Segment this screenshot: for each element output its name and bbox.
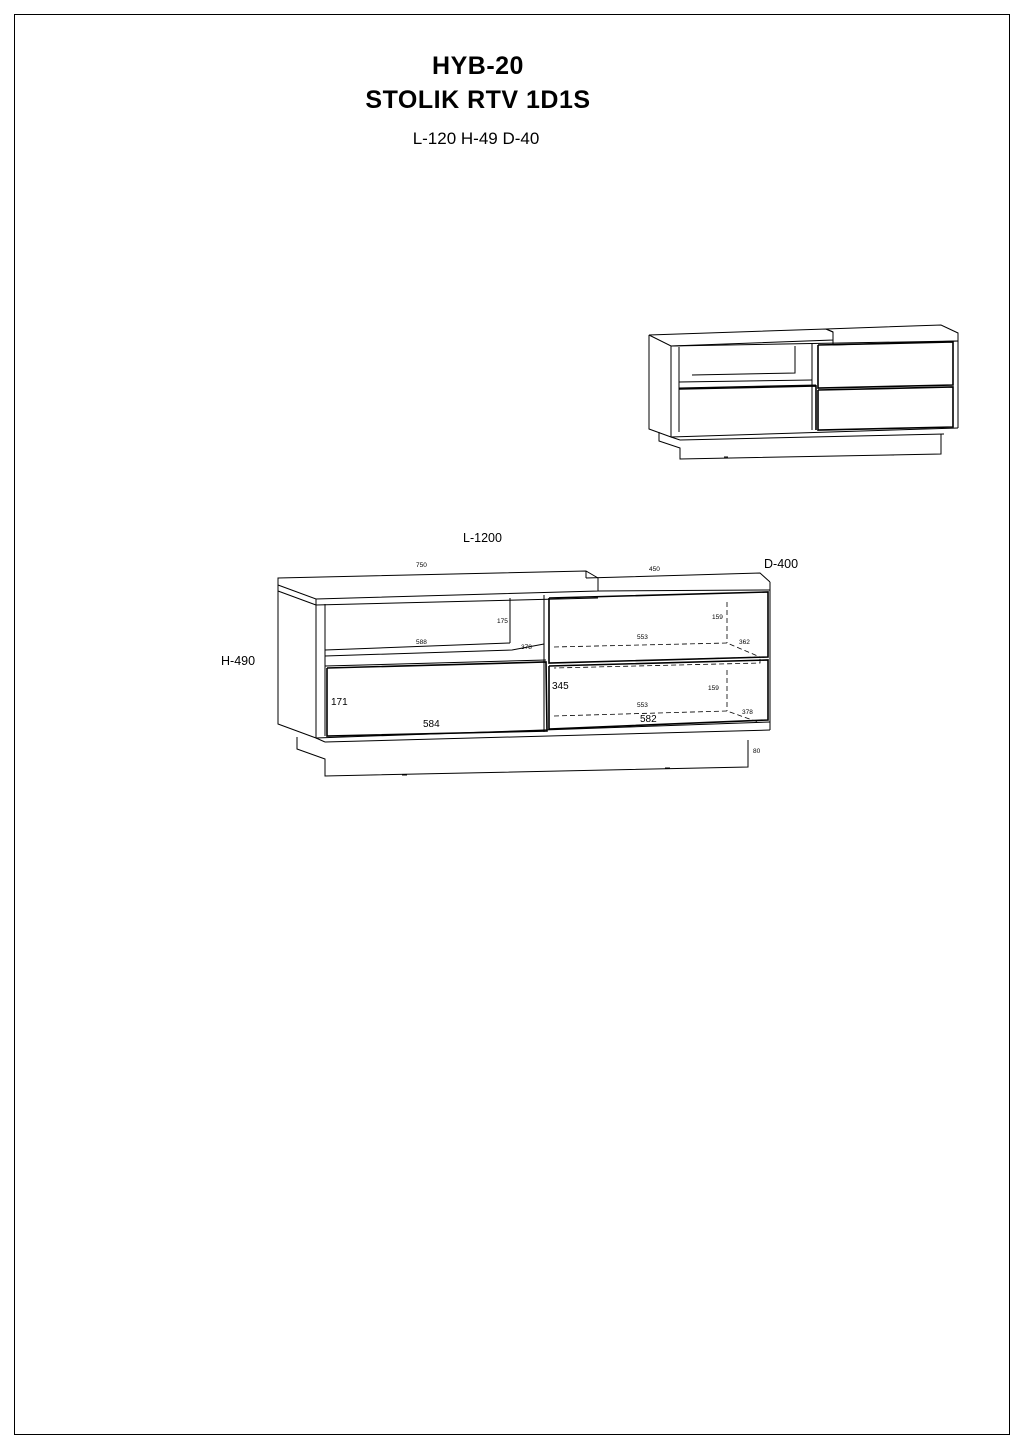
lower-drawer-height-label: 159 bbox=[708, 685, 719, 692]
upper-drawer-height-label: 159 bbox=[712, 614, 723, 621]
overall-dimensions: L-120 H-49 D-40 bbox=[412, 129, 540, 148]
plinth-height-label: 80 bbox=[753, 748, 761, 755]
overall-height-label: H-490 bbox=[221, 654, 256, 668]
top-left-width-label: 750 bbox=[416, 562, 427, 569]
model-code: HYB-20 bbox=[432, 52, 524, 80]
main-furniture-drawing bbox=[278, 571, 770, 776]
lower-drawer-depth-label: 378 bbox=[742, 709, 753, 716]
right-front-width-label: 582 bbox=[640, 714, 657, 725]
right-front-height-label: 345 bbox=[552, 681, 569, 692]
left-front-width-label: 584 bbox=[423, 719, 440, 730]
upper-drawer-width-label: 553 bbox=[637, 634, 648, 641]
lower-drawer-width-label: 553 bbox=[637, 702, 648, 709]
shelf-height-label: 175 bbox=[497, 618, 508, 625]
overall-length-label: L-1200 bbox=[463, 531, 502, 545]
furniture-thumbnail bbox=[649, 325, 958, 459]
product-name: STOLIK RTV 1D1S bbox=[365, 86, 591, 114]
shelf-depth-label: 378 bbox=[521, 644, 532, 651]
overall-depth-label: D-400 bbox=[764, 557, 799, 571]
top-right-width-label: 450 bbox=[649, 566, 660, 573]
left-front-height-label: 171 bbox=[331, 697, 348, 708]
shelf-width-label: 588 bbox=[416, 639, 427, 646]
upper-drawer-depth-label: 362 bbox=[739, 639, 750, 646]
